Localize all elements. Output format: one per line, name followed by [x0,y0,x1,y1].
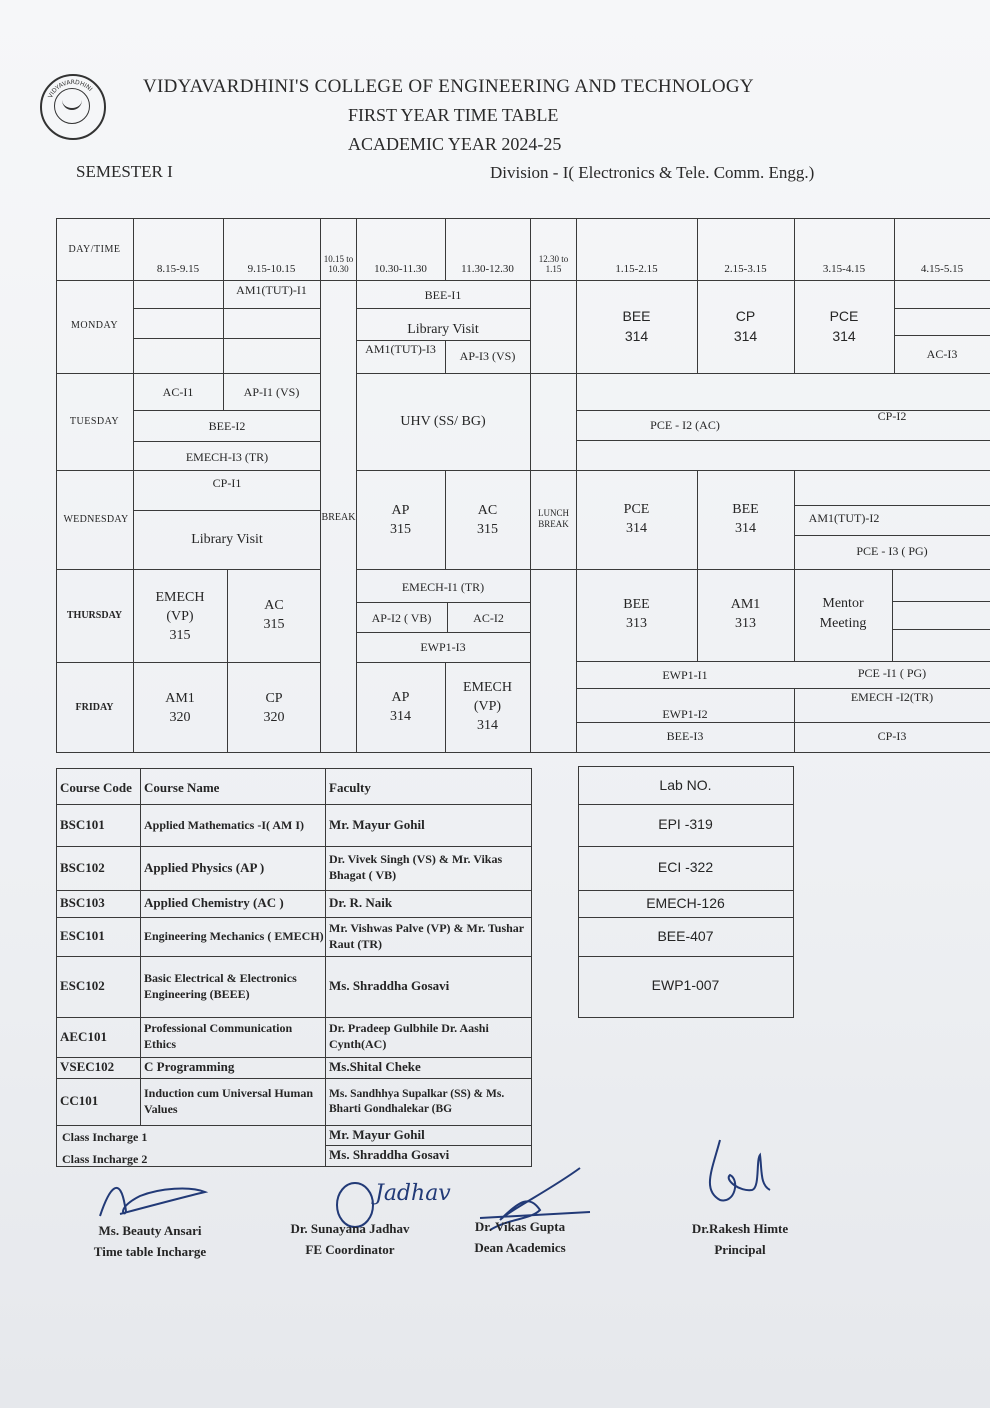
course-name: Professional Communication Ethics [144,1021,293,1051]
day-tuesday: TUESDAY [69,415,120,427]
thu-ac-i2: AC-I2 [473,610,504,625]
course-code: AEC101 [60,1028,107,1044]
wed-pce-room: 314 [626,521,647,537]
course-code: BSC101 [60,816,105,832]
course-name: Induction cum Universal Human Values [144,1086,314,1116]
signatory-role-3: Dean Academics [474,1239,566,1255]
fri-ewp1-i2: EWP1-I2 [662,706,708,721]
thu-bee-room: 313 [626,616,647,632]
mon-library-visit: Library Visit [407,322,479,338]
tue-bee-i2: BEE-I2 [208,418,246,433]
course-name: C Programming [144,1059,235,1075]
day-monday: MONDAY [70,319,119,331]
signatory-name-1: Ms. Beauty Ansari [98,1222,202,1238]
lab-item: EPI -319 [658,816,713,833]
mon-ac-i3: AC-I3 [926,346,958,361]
class-incharge-1: Mr. Mayur Gohil [329,1127,425,1143]
wed-ac: AC [477,503,498,519]
tue-emech-i3: EMECH-I3 (TR) [185,449,269,464]
lab-item: ECI -322 [657,859,714,876]
mon-ap-i3: AP-I3 (VS) [459,348,516,363]
course-code: BSC103 [60,895,105,911]
slot-header-4: 10.30-11.30 [374,263,427,276]
mon-pce: PCE [829,308,859,325]
fri-am1: AM1 [165,691,195,707]
tue-uhv: UHV (SS/ BG) [400,414,486,430]
fri-bee-i3: BEE-I3 [666,728,704,743]
course-faculty: Dr. Pradeep Gulbhile Dr. Aashi Cynth(AC) [329,1021,489,1051]
class-incharge-1-label: Class Incharge 1 [62,1129,148,1144]
lab-item: BEE-407 [657,928,714,945]
fri-emech-vp: (VP) [473,699,502,715]
semester-label: SEMESTER I [76,162,173,181]
course-faculty: Dr. Vivek Singh (VS) & Mr. Vikas Bhagat ( VB) [329,852,503,882]
course-faculty: Mr. Mayur Gohil [329,816,425,832]
mon-bee-room: 314 [624,328,649,345]
course-code: BSC102 [60,859,105,875]
wed-ac-room: 315 [477,522,498,538]
lab-no-header: Lab NO. [659,777,712,794]
course-code-header: Course Code [60,780,132,796]
day-wednesday: WEDNESDAY [63,513,129,525]
course-name-header: Course Name [144,779,220,795]
mon-am1-tut-i1: AM1(TUT)-I1 [236,282,307,297]
seal-text: VIDYAVARDHINI [47,78,94,100]
tue-ap-i1: AP-I1 (VS) [243,384,300,399]
course-faculty: Ms. Sandhhya Supalkar (SS) & Ms. Bharti Gondhalekar (BG [329,1088,505,1115]
thu-ac: AC [264,598,284,614]
thu-ac-room: 315 [263,617,285,633]
mon-bee: BEE [622,308,651,325]
fri-cp: CP [265,691,283,707]
course-faculty: Dr. R. Naik [329,895,393,911]
svg-text:VIDYAVARDHINI [47,79,94,99]
thu-emech-room: 315 [169,628,191,644]
signatory-name-4: Dr.Rakesh Himte [691,1220,789,1236]
wed-pce-i3: PCE - I3 ( PG) [856,543,928,558]
college-name: VIDYAVARDHINI'S COLLEGE OF ENGINEERING AND TECHNOLOGY [143,76,754,97]
signatory-role-1: Time table Incharge [93,1243,207,1259]
wed-cp-i1: CP-I1 [212,475,242,490]
wed-am1-tut-i2: AM1(TUT)-I2 [808,510,880,525]
slot-header-9: 3.15-4.15 [822,263,866,276]
wed-bee-room: 314 [735,521,756,537]
signatory-role-2: FE Coordinator [305,1241,395,1257]
tue-ac-i1: AC-I1 [162,384,194,399]
signatory-role-4: Principal [714,1241,766,1257]
class-incharge-2-label: Class Incharge 2 [62,1151,148,1166]
fri-ap-room: 314 [390,709,411,725]
course-code: ESC101 [60,928,105,944]
slot-header-5: 11.30-12.30 [461,263,514,276]
thu-mentor: Mentor [822,596,864,612]
fri-emech-room: 314 [477,718,498,734]
course-code: VSEC102 [60,1059,115,1075]
day-time-header: DAY/TIME [68,243,121,255]
wed-ap-room: 315 [390,522,411,538]
course-name: Applied Mathematics -I( AM I) [144,818,304,833]
fri-am1-room: 320 [169,710,191,726]
course-name: Engineering Mechanics ( EMECH) [144,929,324,944]
thu-meeting: Meeting [819,616,867,632]
mon-cp-room: 314 [733,328,758,345]
slot-header-3: 10.15 to 10.30 [323,254,354,274]
lab-item: EWP1-007 [651,977,720,994]
thu-emech-i1: EMECH-I1 (TR) [401,579,485,594]
break-label: BREAK [321,511,356,523]
wed-ap: AP [391,503,410,519]
course-faculty: Ms.Shital Cheke [329,1059,421,1075]
course-faculty: Mr. Vishwas Palve (VP) & Mr. Tushar Raut (TR) [329,921,524,951]
thu-bee: BEE [623,597,650,613]
academic-year: ACADEMIC YEAR 2024-25 [348,134,562,154]
signature-scribble-4 [690,1130,790,1220]
fri-pce-i1: PCE -I1 ( PG) [857,665,927,680]
slot-header-10: 4.15-5.15 [920,263,964,276]
college-seal [40,74,106,140]
course-code: CC101 [60,1093,99,1109]
fri-cp-i3: CP-I3 [877,728,907,743]
mon-cp: CP [735,308,756,325]
slot-header-6: 12.30 to 1.15 [538,254,569,274]
wed-bee: BEE [732,502,759,518]
lab-item: EMECH-126 [646,895,725,912]
class-incharge-2: Ms. Shraddha Gosavi [329,1147,450,1163]
slot-header-8: 2.15-3.15 [724,263,767,276]
thu-ap-i2: AP-I2 ( VB) [371,610,432,625]
signature-scribble-text: Jadhav [375,1181,451,1206]
signatory-name-2: Dr. Sunayana Jadhav [290,1220,410,1236]
thu-ewp1-i3: EWP1-I3 [420,639,466,654]
tue-pce-i2: PCE - I2 (AC) [650,417,720,432]
course-name: Applied Physics (AP ) [144,859,265,875]
fri-ewp1-i1: EWP1-I1 [662,667,708,682]
fri-ap: AP [391,690,410,706]
mon-bee-i1: BEE-I1 [424,287,462,302]
faculty-header: Faculty [329,779,371,795]
slot-header-7: 1.15-2.15 [615,263,658,276]
course-name: Applied Chemistry (AC ) [144,895,284,911]
course-name: Basic Electrical & Electronics Engineering (BEEE) [144,971,297,1001]
slot-header-1: 8.15-9.15 [156,263,200,276]
mon-pce-room: 314 [832,328,856,345]
day-friday: FRIDAY [75,701,114,713]
day-thursday: THURSDAY [66,609,123,621]
course-faculty: Ms. Shraddha Gosavi [329,978,450,994]
timetable-title: FIRST YEAR TIME TABLE [348,105,559,125]
fri-emech-i2: EMECH -I2(TR) [850,689,934,704]
course-code: ESC102 [60,978,105,994]
lunch-break-label: LUNCH BREAK [538,508,569,529]
thu-am1: AM1 [730,597,761,613]
thu-am1-room: 313 [735,616,756,632]
fri-emech: EMECH [463,680,512,696]
fri-cp-room: 320 [263,710,285,726]
mon-am1-tut-i3: AM1(TUT)-I3 [365,341,436,356]
thu-emech-vp: (VP) [166,609,194,625]
signatory-name-3: Dr. Vikas Gupta [474,1218,566,1234]
wed-pce: PCE [623,502,650,518]
thu-emech: EMECH [155,590,205,606]
division-label: Division - I( Electronics & Tele. Comm. Engg.) [490,163,815,182]
wed-library-visit: Library Visit [191,532,263,548]
tue-cp-i2: CP-I2 [877,408,907,423]
slot-header-2: 9.15-10.15 [247,263,296,276]
